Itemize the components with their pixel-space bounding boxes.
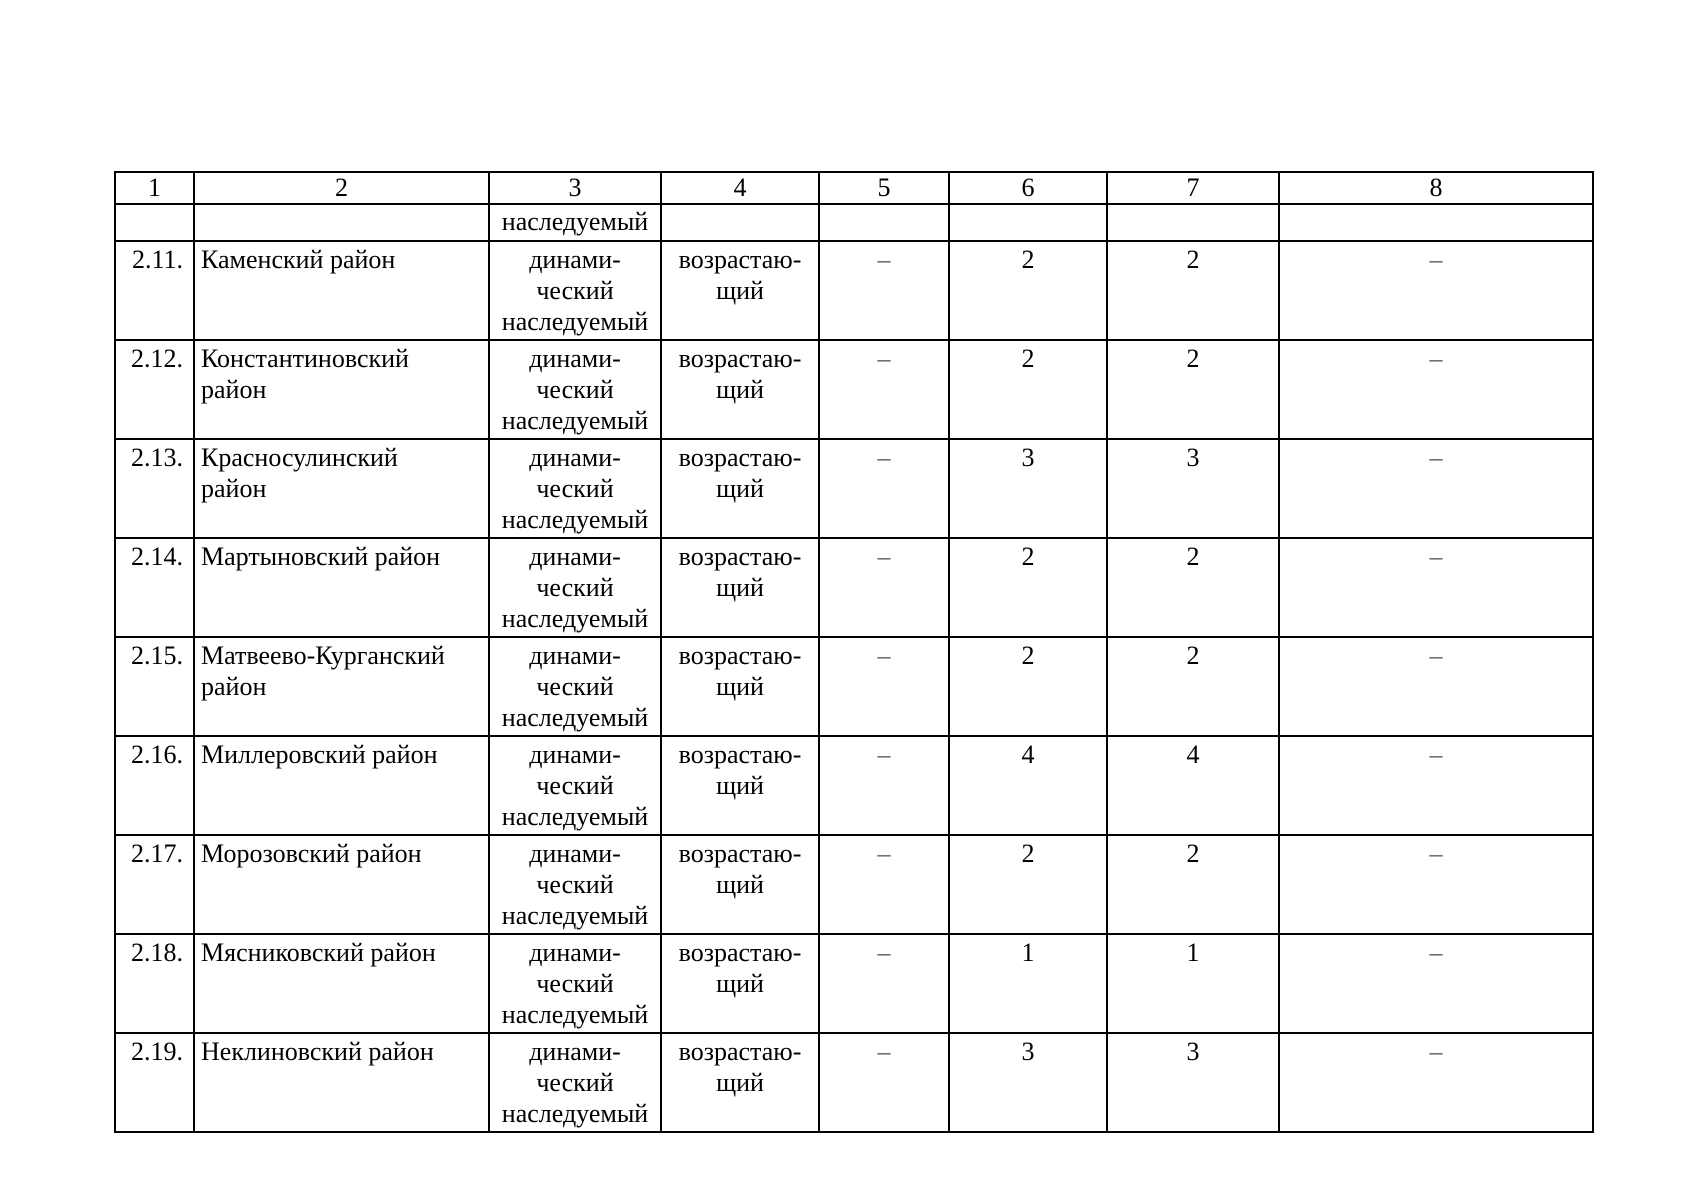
- district-name-line: Красносулинский: [201, 443, 398, 472]
- object-type-line: динами-: [529, 344, 621, 373]
- object-type-line: ческий: [536, 969, 614, 998]
- object-type: [489, 835, 661, 934]
- value-col-7: 3: [1107, 1033, 1279, 1132]
- value-col-7: 2: [1107, 241, 1279, 340]
- trend: [661, 538, 819, 637]
- value-col-7: 2: [1107, 538, 1279, 637]
- district-name-line: Неклиновский район: [201, 1037, 434, 1066]
- column-number-6: 6: [949, 172, 1107, 204]
- object-type-line: динами-: [529, 1037, 621, 1066]
- object-type-line: наследуемый: [501, 703, 649, 732]
- value-col-6: [949, 204, 1107, 241]
- trend: [661, 204, 819, 241]
- trend-line: возрастаю-: [678, 740, 802, 769]
- table-row: [115, 835, 1593, 934]
- value-col-6: 1: [949, 934, 1107, 1033]
- column-number-row: [115, 172, 1593, 204]
- district-name-line: Мартыновский район: [201, 542, 441, 571]
- row-number: 2.18.: [115, 934, 194, 1033]
- district-table: [114, 171, 1594, 1133]
- district-name-line: район: [201, 474, 267, 503]
- column-number-7: 7: [1107, 172, 1279, 204]
- object-type: [489, 340, 661, 439]
- table-row: [115, 439, 1593, 538]
- object-type-line: наследуемый: [501, 505, 649, 534]
- row-number: 2.12.: [115, 340, 194, 439]
- row-number: 2.14.: [115, 538, 194, 637]
- value-col-7: 3: [1107, 439, 1279, 538]
- object-type-line: наследуемый: [501, 901, 649, 930]
- district-name-line: район: [201, 375, 267, 404]
- trend: [661, 439, 819, 538]
- value-col-6: 2: [949, 241, 1107, 340]
- value-col-5: [819, 204, 949, 241]
- trend-line: возрастаю-: [678, 1037, 802, 1066]
- trend-line: возрастаю-: [678, 839, 802, 868]
- row-number: 2.13.: [115, 439, 194, 538]
- object-type-line: ческий: [536, 672, 614, 701]
- trend: [661, 1033, 819, 1132]
- table-row: [115, 736, 1593, 835]
- column-number-8: 8: [1279, 172, 1593, 204]
- trend-line: щий: [716, 870, 764, 899]
- row-number: 2.16.: [115, 736, 194, 835]
- trend-line: щий: [716, 969, 764, 998]
- row-number: 2.19.: [115, 1033, 194, 1132]
- table-row: [115, 1033, 1593, 1132]
- district-name: [194, 204, 489, 241]
- trend: [661, 736, 819, 835]
- value-col-8: –: [1279, 637, 1593, 736]
- table-row: [115, 934, 1593, 1033]
- object-type-line: динами-: [529, 938, 621, 967]
- value-col-6: 3: [949, 439, 1107, 538]
- object-type: [489, 934, 661, 1033]
- trend-line: щий: [716, 1068, 764, 1097]
- district-name-line: район: [201, 672, 267, 701]
- value-col-7: 1: [1107, 934, 1279, 1033]
- row-number: [115, 204, 194, 241]
- trend-line: щий: [716, 474, 764, 503]
- object-type-line: ческий: [536, 474, 614, 503]
- object-type-line: наследуемый: [501, 604, 649, 633]
- trend-line: щий: [716, 771, 764, 800]
- object-type-line: динами-: [529, 245, 621, 274]
- object-type-line: ческий: [536, 375, 614, 404]
- trend-line: щий: [716, 276, 764, 305]
- trend-line: возрастаю-: [678, 641, 802, 670]
- value-col-5: –: [819, 934, 949, 1033]
- value-col-8: –: [1279, 1033, 1593, 1132]
- object-type: [489, 241, 661, 340]
- value-col-5: –: [819, 1033, 949, 1132]
- value-col-5: –: [819, 538, 949, 637]
- value-col-6: 2: [949, 340, 1107, 439]
- value-col-8: –: [1279, 934, 1593, 1033]
- trend-line: возрастаю-: [678, 542, 802, 571]
- object-type: [489, 1033, 661, 1132]
- column-number-2: 2: [194, 172, 489, 204]
- object-type-line: наследуемый: [501, 207, 649, 236]
- trend: [661, 934, 819, 1033]
- object-type-line: динами-: [529, 443, 621, 472]
- value-col-6: 2: [949, 538, 1107, 637]
- object-type: [489, 204, 661, 241]
- value-col-7: 2: [1107, 835, 1279, 934]
- district-name-line: Матвеево-Курганский: [201, 641, 445, 670]
- value-col-6: 4: [949, 736, 1107, 835]
- table-row: [115, 637, 1593, 736]
- trend-line: возрастаю-: [678, 245, 802, 274]
- object-type-line: наследуемый: [501, 1099, 649, 1128]
- trend: [661, 637, 819, 736]
- trend: [661, 340, 819, 439]
- trend-line: щий: [716, 672, 764, 701]
- value-col-7: 4: [1107, 736, 1279, 835]
- value-col-7: 2: [1107, 340, 1279, 439]
- district-name-line: Каменский район: [201, 245, 396, 274]
- value-col-6: 2: [949, 637, 1107, 736]
- object-type-line: динами-: [529, 839, 621, 868]
- district-name: [194, 934, 489, 1033]
- value-col-8: –: [1279, 538, 1593, 637]
- value-col-7: [1107, 204, 1279, 241]
- district-name: [194, 340, 489, 439]
- object-type-line: ческий: [536, 573, 614, 602]
- trend-line: возрастаю-: [678, 344, 802, 373]
- trend: [661, 241, 819, 340]
- object-type-line: наследуемый: [501, 406, 649, 435]
- object-type-line: ческий: [536, 276, 614, 305]
- value-col-8: [1279, 204, 1593, 241]
- object-type-line: динами-: [529, 740, 621, 769]
- district-name: [194, 637, 489, 736]
- row-number: 2.17.: [115, 835, 194, 934]
- district-name-line: Морозовский район: [201, 839, 422, 868]
- trend: [661, 835, 819, 934]
- column-number-3: 3: [489, 172, 661, 204]
- table-row: [115, 241, 1593, 340]
- value-col-8: –: [1279, 835, 1593, 934]
- value-col-5: –: [819, 736, 949, 835]
- value-col-8: –: [1279, 340, 1593, 439]
- table-body: [115, 172, 1593, 1132]
- trend-line: щий: [716, 573, 764, 602]
- object-type-line: динами-: [529, 542, 621, 571]
- row-number: 2.11.: [115, 241, 194, 340]
- value-col-8: –: [1279, 241, 1593, 340]
- district-name: [194, 439, 489, 538]
- object-type-line: ческий: [536, 771, 614, 800]
- district-name: [194, 1033, 489, 1132]
- object-type: [489, 439, 661, 538]
- district-name: [194, 241, 489, 340]
- object-type: [489, 538, 661, 637]
- object-type-line: ческий: [536, 870, 614, 899]
- district-name: [194, 736, 489, 835]
- column-number-5: 5: [819, 172, 949, 204]
- object-type-line: наследуемый: [501, 1000, 649, 1029]
- value-col-6: 2: [949, 835, 1107, 934]
- trend-line: возрастаю-: [678, 938, 802, 967]
- object-type: [489, 736, 661, 835]
- table-row: [115, 538, 1593, 637]
- value-col-8: –: [1279, 439, 1593, 538]
- value-col-7: 2: [1107, 637, 1279, 736]
- value-col-5: –: [819, 637, 949, 736]
- trend-line: возрастаю-: [678, 443, 802, 472]
- object-type-line: наследуемый: [501, 307, 649, 336]
- table-row: [115, 340, 1593, 439]
- district-name: [194, 835, 489, 934]
- value-col-5: –: [819, 241, 949, 340]
- value-col-5: –: [819, 340, 949, 439]
- value-col-5: –: [819, 835, 949, 934]
- object-type-line: динами-: [529, 641, 621, 670]
- continuation-row: [115, 204, 1593, 241]
- district-name-line: Миллеровский район: [201, 740, 438, 769]
- column-number-1: 1: [115, 172, 194, 204]
- value-col-5: –: [819, 439, 949, 538]
- value-col-8: –: [1279, 736, 1593, 835]
- column-number-4: 4: [661, 172, 819, 204]
- row-number: 2.15.: [115, 637, 194, 736]
- district-name-line: Мясниковский район: [201, 938, 436, 967]
- district-name-line: Константиновский: [201, 344, 409, 373]
- object-type: [489, 637, 661, 736]
- object-type-line: ческий: [536, 1068, 614, 1097]
- trend-line: щий: [716, 375, 764, 404]
- district-name: [194, 538, 489, 637]
- object-type-line: наследуемый: [501, 802, 649, 831]
- value-col-6: 3: [949, 1033, 1107, 1132]
